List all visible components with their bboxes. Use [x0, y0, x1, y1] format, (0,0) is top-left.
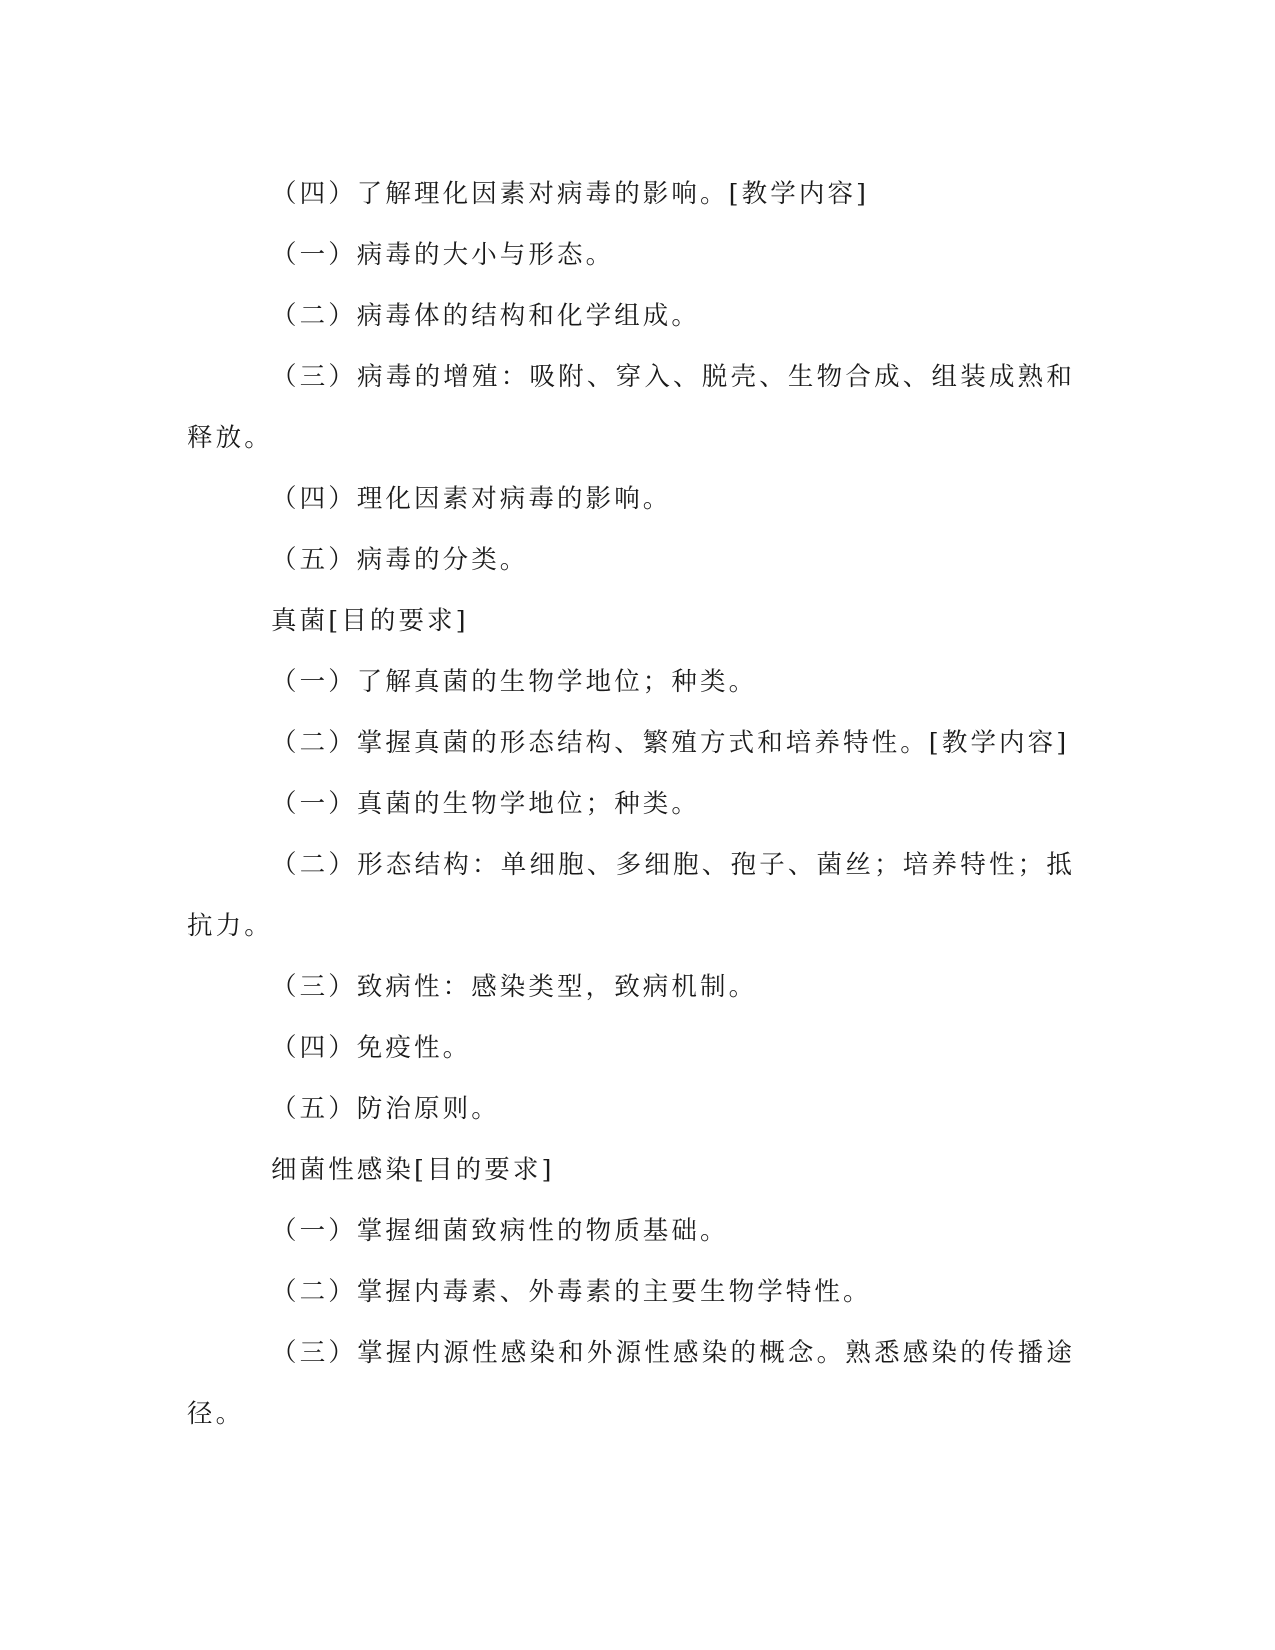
paragraph-fungi-content-2: （二）形态结构：单细胞、多细胞、孢子、菌丝；培养特性；抵抗力。: [187, 850, 1075, 941]
paragraph-virus-content-1: （一）病毒的大小与形态。: [271, 240, 615, 270]
paragraph-virus-content-5: （五）病毒的分类。: [271, 545, 529, 575]
paragraph-virus-content-4: （四）理化因素对病毒的影响。: [271, 484, 672, 514]
section-heading-fungi: 真菌[目的要求]: [271, 606, 469, 636]
paragraph-infection-objective-2: （二）掌握内毒素、外毒素的主要生物学特性。: [271, 1277, 872, 1307]
paragraph-infection-objective-1: （一）掌握细菌致病性的物质基础。: [271, 1216, 729, 1246]
paragraph-fungi-content-1: （一）真菌的生物学地位；种类。: [271, 789, 701, 819]
section-heading-bacterial-infection: 细菌性感染[目的要求]: [271, 1155, 555, 1185]
document-body: [187, 164, 1075, 1445]
paragraph-fungi-objective-1: （一）了解真菌的生物学地位；种类。: [271, 667, 758, 697]
paragraph-fungi-content-4: （四）免疫性。: [271, 1033, 472, 1063]
paragraph-fungi-content-3: （三）致病性：感染类型，致病机制。: [271, 972, 758, 1002]
paragraph-fungi-objective-2: （二）掌握真菌的形态结构、繁殖方式和培养特性。[教学内容]: [271, 728, 1070, 758]
paragraph-virus-content-3: （三）病毒的增殖：吸附、穿入、脱壳、生物合成、组装成熟和释放。: [187, 362, 1075, 453]
paragraph-infection-objective-3: （三）掌握内源性感染和外源性感染的概念。熟悉感染的传播途径。: [187, 1338, 1075, 1429]
paragraph-virus-objective-4: （四）了解理化因素对病毒的影响。[教学内容]: [271, 179, 870, 209]
paragraph-fungi-content-5: （五）防治原则。: [271, 1094, 500, 1124]
paragraph-virus-content-2: （二）病毒体的结构和化学组成。: [271, 301, 701, 331]
